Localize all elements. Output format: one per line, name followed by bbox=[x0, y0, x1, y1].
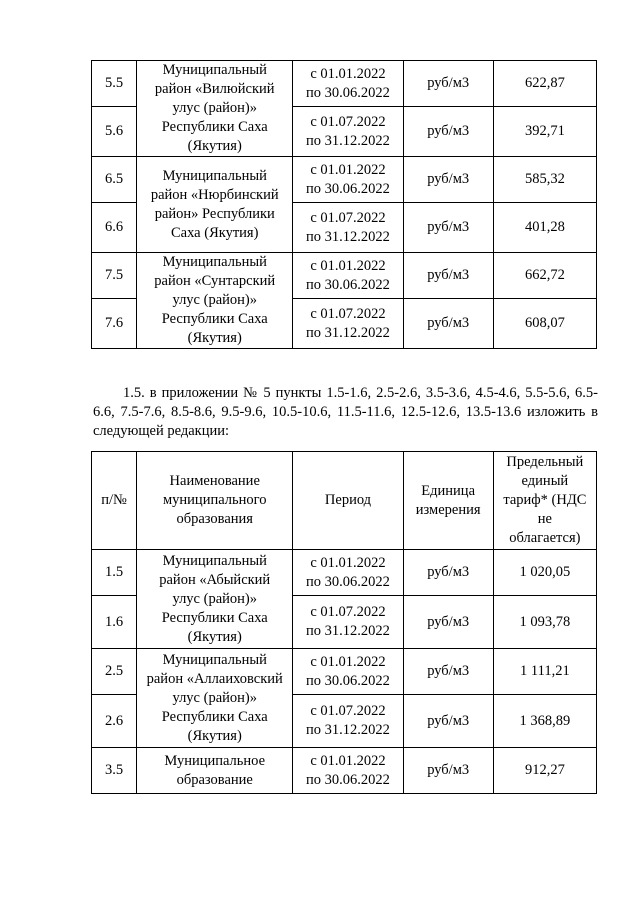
tariff-cell: 912,27 bbox=[493, 748, 596, 794]
table-header-row bbox=[92, 452, 597, 550]
municipality-name: Муниципальный район «Нюрбинский район» Республики Саха (Якутия) bbox=[137, 157, 293, 253]
period-cell: с 01.07.2022 по 31.12.2022 bbox=[293, 107, 403, 157]
row-number: 6.5 bbox=[92, 157, 137, 203]
table-row bbox=[92, 649, 597, 695]
row-number: 1.5 bbox=[92, 550, 137, 596]
unit-cell: руб/м3 bbox=[403, 203, 493, 253]
row-number: 5.5 bbox=[92, 61, 137, 107]
unit-cell: руб/м3 bbox=[403, 107, 493, 157]
tariff-cell: 1 368,89 bbox=[493, 695, 596, 748]
table-row bbox=[92, 61, 597, 107]
header-municipality: Наименование муниципального образования bbox=[137, 452, 293, 550]
municipality-name: Муниципальный район «Абыйский улус (район)» Республики Саха (Якутия) bbox=[137, 550, 293, 649]
tariff-cell: 401,28 bbox=[493, 203, 596, 253]
tariff-cell: 1 093,78 bbox=[493, 596, 596, 649]
unit-cell: руб/м3 bbox=[403, 748, 493, 794]
period-cell: с 01.07.2022 по 31.12.2022 bbox=[293, 695, 403, 748]
tariff-cell: 608,07 bbox=[493, 299, 596, 349]
period-cell: с 01.01.2022 по 30.06.2022 bbox=[293, 649, 403, 695]
header-tariff: Предельный единый тариф* (НДС не облагается) bbox=[493, 452, 596, 550]
row-number: 1.6 bbox=[92, 596, 137, 649]
unit-cell: руб/м3 bbox=[403, 299, 493, 349]
table-row bbox=[92, 748, 597, 794]
row-number: 2.6 bbox=[92, 695, 137, 748]
tariff-table-top bbox=[91, 60, 597, 349]
table-row bbox=[92, 157, 597, 203]
unit-cell: руб/м3 bbox=[403, 550, 493, 596]
unit-cell: руб/м3 bbox=[403, 61, 493, 107]
row-number: 3.5 bbox=[92, 748, 137, 794]
tariff-cell: 1 111,21 bbox=[493, 649, 596, 695]
unit-cell: руб/м3 bbox=[403, 596, 493, 649]
amendment-paragraph: 1.5. в приложении № 5 пункты 1.5-1.6, 2.5-2.6, 3.5-3.6, 4.5-4.6, 5.5-5.6, 6.5-6.6, 7.5-7.6, 8.5-8.6, 9.5-9.6, 10.5-10.6, 11.5-11.6, 12.5-12.6, 13.5-13.6 изложить в следующей редакции: bbox=[93, 385, 598, 439]
period-cell: с 01.01.2022 по 30.06.2022 bbox=[293, 157, 403, 203]
unit-cell: руб/м3 bbox=[403, 695, 493, 748]
tariff-cell: 1 020,05 bbox=[493, 550, 596, 596]
period-cell: с 01.01.2022 по 30.06.2022 bbox=[293, 550, 403, 596]
period-cell: с 01.01.2022 по 30.06.2022 bbox=[293, 61, 403, 107]
period-cell: с 01.01.2022 по 30.06.2022 bbox=[293, 748, 403, 794]
period-cell: с 01.07.2022 по 31.12.2022 bbox=[293, 596, 403, 649]
table-row bbox=[92, 253, 597, 299]
table-row bbox=[92, 550, 597, 596]
header-number: п/№ bbox=[92, 452, 137, 550]
unit-cell: руб/м3 bbox=[403, 649, 493, 695]
tariff-cell: 392,71 bbox=[493, 107, 596, 157]
period-cell: с 01.07.2022 по 31.12.2022 bbox=[293, 203, 403, 253]
row-number: 6.6 bbox=[92, 203, 137, 253]
unit-cell: руб/м3 bbox=[403, 253, 493, 299]
period-cell: с 01.01.2022 по 30.06.2022 bbox=[293, 253, 403, 299]
tariff-cell: 662,72 bbox=[493, 253, 596, 299]
period-cell: с 01.07.2022 по 31.12.2022 bbox=[293, 299, 403, 349]
header-unit: Единица измерения bbox=[403, 452, 493, 550]
municipality-name: Муниципальный район «Аллаиховский улус (район)» Республики Саха (Якутия) bbox=[137, 649, 293, 748]
tariff-cell: 585,32 bbox=[493, 157, 596, 203]
row-number: 7.5 bbox=[92, 253, 137, 299]
municipality-name: Муниципальный район «Сунтарский улус (район)» Республики Саха (Якутия) bbox=[137, 253, 293, 349]
municipality-name: Муниципальный район «Вилюйский улус (район)» Республики Саха (Якутия) bbox=[137, 61, 293, 157]
unit-cell: руб/м3 bbox=[403, 157, 493, 203]
tariff-cell: 622,87 bbox=[493, 61, 596, 107]
row-number: 7.6 bbox=[92, 299, 137, 349]
row-number: 5.6 bbox=[92, 107, 137, 157]
row-number: 2.5 bbox=[92, 649, 137, 695]
header-period: Период bbox=[293, 452, 403, 550]
tariff-table-bottom bbox=[91, 451, 597, 794]
municipality-name: Муниципальное образование bbox=[137, 748, 293, 794]
